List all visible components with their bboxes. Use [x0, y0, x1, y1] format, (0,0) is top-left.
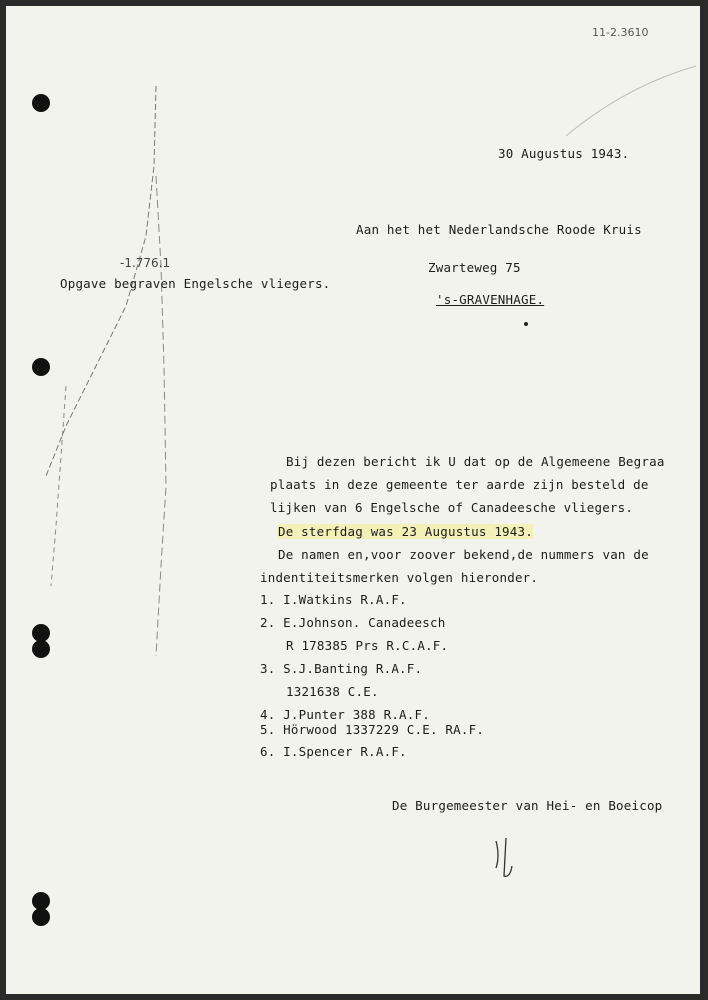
list-item-4: 4. J.Punter 388 R.A.F.: [260, 707, 430, 722]
letter-date: 30 Augustus 1943.: [498, 146, 630, 161]
body-line-1: Bij dezen bericht ik U dat op de Algemeene Begraa: [286, 454, 665, 469]
file-number: -1.776.1: [120, 256, 171, 270]
crease-line: [566, 66, 696, 136]
signature-block: De Burgemeester van Hei- en Boeicop: [392, 798, 663, 813]
list-item-6: 6. I.Spencer R.A.F.: [260, 744, 407, 759]
document-page: [6, 6, 700, 994]
body-line-2: plaats in deze gemeente ter aarde zijn besteld de: [270, 477, 649, 492]
punch-hole: [32, 94, 50, 112]
list-item-2-detail: R 178385 Prs R.C.A.F.: [286, 638, 449, 653]
body-line-3: lijken van 6 Engelsche of Canadeesche vliegers.: [270, 500, 634, 515]
ink-dot: [524, 322, 528, 326]
body-line-4: De sterfdag was 23 Augustus 1943.: [278, 524, 533, 539]
crease-line: [51, 386, 66, 586]
list-item-1: 1. I.Watkins R.A.F.: [260, 592, 407, 607]
punch-hole: [32, 908, 50, 926]
archive-number: 11-2.3610: [592, 26, 649, 39]
list-item-3-detail: 1321638 C.E.: [286, 684, 379, 699]
recipient-line-2: Zwarteweg 75: [428, 260, 521, 275]
recipient-line-3: 's-GRAVENHAGE.: [436, 292, 545, 307]
list-item-3: 3. S.J.Banting R.A.F.: [260, 661, 423, 676]
punch-hole: [32, 358, 50, 376]
body-line-6: indentiteitsmerken volgen hieronder.: [260, 570, 539, 585]
signature-initials: [496, 838, 512, 876]
crease-line: [156, 176, 166, 656]
body-line-5: De namen en,voor zoover bekend,de nummers van de: [278, 547, 649, 562]
list-item-5: 5. Hörwood 1337229 C.E. RA.F.: [260, 722, 485, 737]
punch-hole: [32, 640, 50, 658]
list-item-2: 2. E.Johnson. Canadeesch: [260, 615, 446, 630]
subject-line: Opgave begraven Engelsche vliegers.: [60, 276, 331, 291]
recipient-line-1: Aan het het Nederlandsche Roode Kruis: [356, 222, 642, 237]
